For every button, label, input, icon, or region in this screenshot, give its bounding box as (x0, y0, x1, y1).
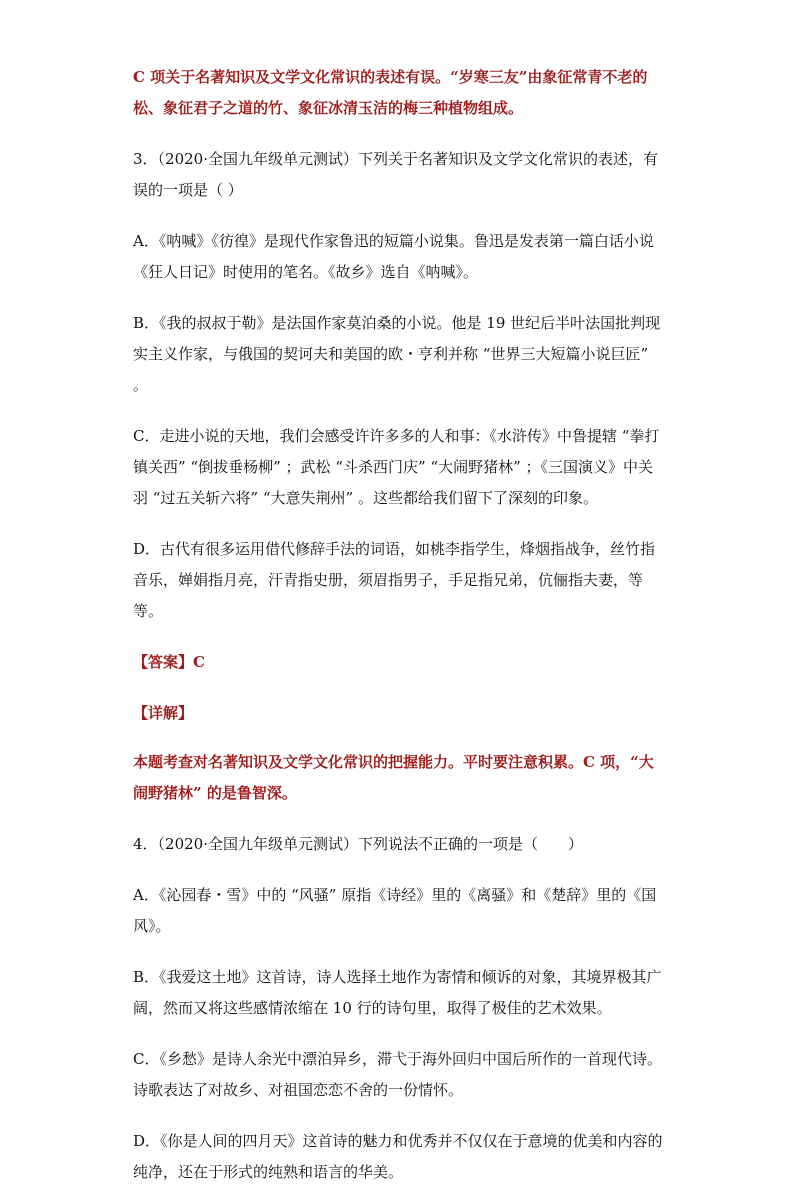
question-3-stem: 3．（2020·全国九年级单元测试）下列关于名著知识及文学文化常识的表述，有误的一项是（ ） (133, 150, 658, 199)
detail-label: 【详解】 (133, 704, 194, 722)
question-4-option-a: A．《沁园春・雪》中的 “风骚” 原指《诗经》里的《离骚》和《楚辞》里的《国风》。 (133, 886, 657, 935)
analysis-paragraph-1: C 项关于名著知识及文学文化常识的表述有误。“岁寒三友”由象征常青不老的松、象征君子之道的竹、象征冰清玉洁的梅三种植物组成。 (133, 68, 648, 117)
question-3-option-c: C．走进小说的天地，我们会感受许许多多的人和事：《水浒传》中鲁提辖 “拳打镇关西” “倒拔垂杨柳” ；武松 “斗杀西门庆” “大闹野猪林” ；《三国演义》中关羽 “过五关斩六将” “大意失荆州” 。这些都给我们留下了深刻的印象。 (133, 427, 660, 507)
analysis-paragraph-2: 本题考查对名著知识及文学文化常识的把握能力。平时要注意积累。C 项，“大闹野猪林” 的是鲁智深。 (133, 753, 654, 802)
question-4-option-c: C．《乡愁》是诗人余光中漂泊异乡，滞弋于海外回归中国后所作的一首现代诗。诗歌表达了对故乡、对祖国恋恋不舍的一份情怀。 (133, 1050, 662, 1099)
question-3-option-d: D．古代有很多运用借代修辞手法的词语，如桃李指学生，烽烟指战争，丝竹指音乐，婵娟指月亮，汗青指史册，须眉指男子，手足指兄弟，伉俪指夫妻，等等。 (133, 540, 656, 620)
question-4-option-d: D．《你是人间的四月天》这首诗的魅力和优秀并不仅仅在于意境的优美和内容的纯净，还在于形式的纯熟和语言的华美。 (133, 1132, 663, 1181)
document-page (133, 62, 663, 1188)
question-3-option-b: B．《我的叔叔于勒》是法国作家莫泊桑的小说。他是 19 世纪后半叶法国批判现实主义作家，与俄国的契诃夫和美国的欧・亨利并称 “世界三大短篇小说巨匠” 。 (133, 314, 661, 394)
question-4-option-b: B．《我爱这土地》这首诗，诗人选择土地作为寄情和倾诉的对象，其境界极其广阔，然而又将这些感情浓缩在 10 行的诗句里，取得了极佳的艺术效果。 (133, 968, 662, 1017)
question-3-option-a: A．《呐喊》《彷徨》是现代作家鲁迅的短篇小说集。鲁迅是发表第一篇白话小说《狂人日记》时使用的笔名。《故乡》选自《呐喊》。 (133, 232, 654, 281)
answer-label: 【答案】C (133, 653, 205, 671)
question-4-stem: 4．（2020·全国九年级单元测试）下列说法不正确的一项是（ ） (133, 835, 583, 853)
